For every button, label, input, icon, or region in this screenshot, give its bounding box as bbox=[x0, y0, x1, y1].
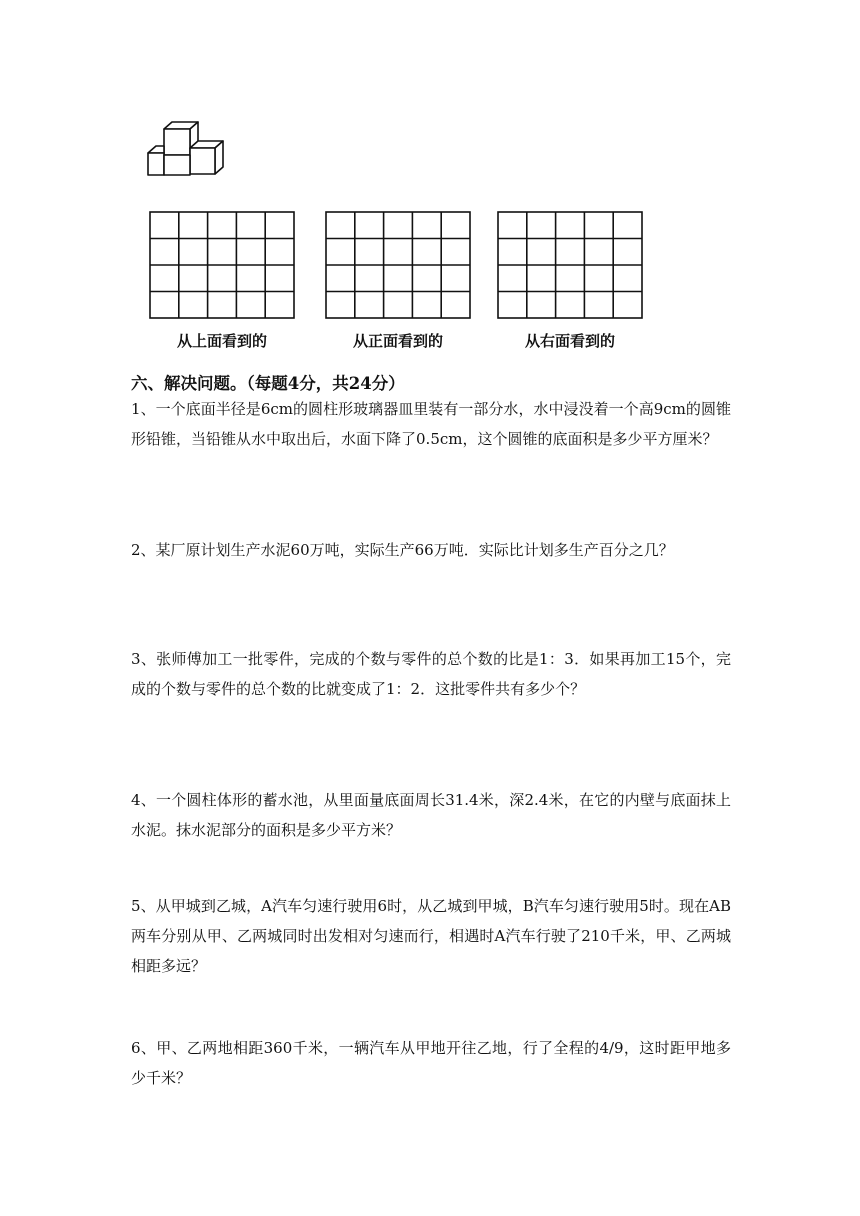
cube-stack-figure bbox=[146, 120, 232, 178]
question-2: 2、某厂原计划生产水泥60万吨，实际生产66万吨．实际比计划多生产百分之几？ bbox=[131, 541, 674, 559]
question-6: 6、甲、乙两地相距360千米，一辆汽车从甲地开往乙地，行了全程的4/9，这时距甲地多少千米？ bbox=[131, 1039, 731, 1087]
right-view-grid bbox=[497, 211, 643, 319]
top-view-caption: 从上面看到的 bbox=[176, 332, 267, 350]
question-4: 4、一个圆柱体形的蓄水池，从里面量底面周长31.4米，深2.4米，在它的内壁与底面抹上水泥。抹水泥部分的面积是多少平方米？ bbox=[131, 791, 731, 839]
question-1: 1、一个底面半径是6cm的圆柱形玻璃器皿里装有一部分水，水中浸没着一个高9cm的圆锥形铅锥，当铅锥从水中取出后，水面下降了0.5cm，这个圆锥的底面积是多少平方厘米？ bbox=[131, 400, 731, 448]
section-title: 六、解决问题。（每题4分，共24分） bbox=[131, 374, 405, 393]
top-view-grid bbox=[149, 211, 295, 319]
question-3: 3、张师傅加工一批零件，完成的个数与零件的总个数的比是1：3．如果再加工15个，完成的个数与零件的总个数的比就变成了1：2．这批零件共有多少个？ bbox=[131, 650, 731, 698]
front-view-caption: 从正面看到的 bbox=[352, 332, 443, 350]
question-5: 5、从甲城到乙城，A汽车匀速行驶用6时，从乙城到甲城，B汽车匀速行驶用5时。现在AB两车分别从甲、乙两城同时出发相对匀速而行，相遇时A汽车行驶了210千米，甲、乙两城相距多远？ bbox=[131, 897, 731, 975]
right-view-caption: 从右面看到的 bbox=[524, 332, 615, 350]
front-view-grid bbox=[325, 211, 471, 319]
